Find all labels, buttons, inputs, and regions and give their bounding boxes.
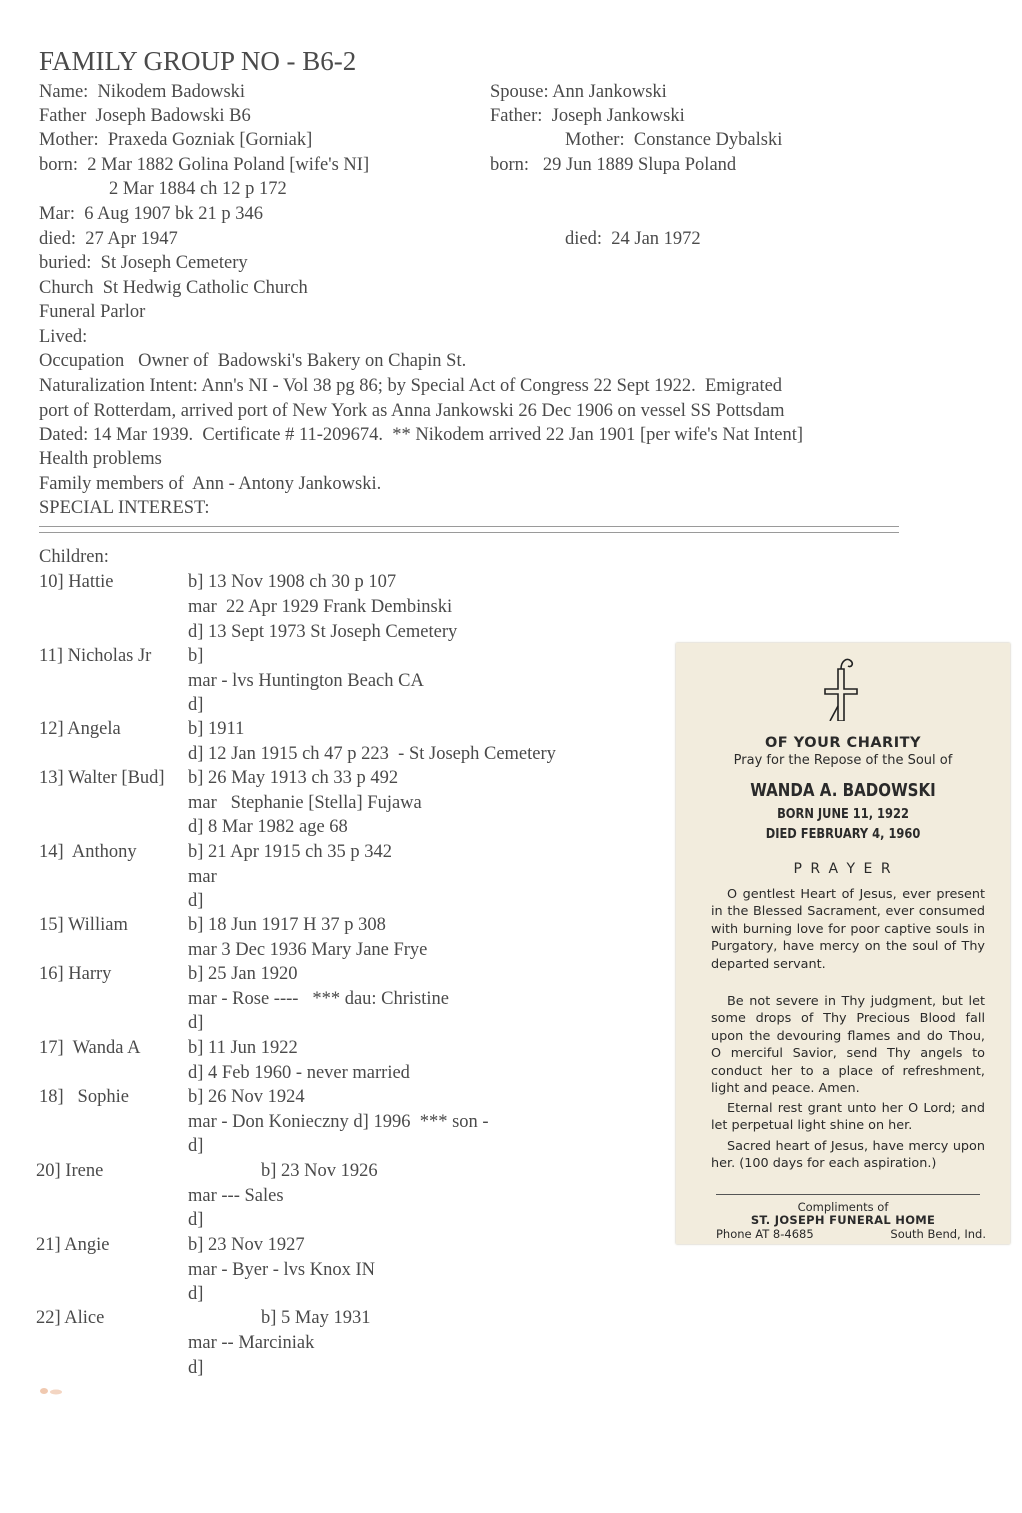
card-prayer-paragraph-3 bbox=[711, 1100, 985, 1135]
spouse-name: Spouse: Ann Jankowski bbox=[490, 82, 667, 102]
card-prayer-text: O gentlest Heart of Jesus, ever present in the Blessed Sacrament, ever consumed with burning love for poor captive souls in Purgatory, have mercy on the soul of Thy departed servant. bbox=[711, 887, 985, 972]
child-detail: d] bbox=[188, 1210, 204, 1230]
child-detail: mar --- Sales bbox=[188, 1186, 284, 1206]
child-detail: b] 18 Jun 1917 H 37 p 308 bbox=[188, 915, 386, 935]
child-name: 16] Harry bbox=[39, 964, 112, 984]
page-title: FAMILY GROUP NO - B6-2 bbox=[39, 46, 357, 76]
child-name: 22] Alice bbox=[36, 1308, 105, 1328]
child-name: 14] Anthony bbox=[39, 842, 137, 862]
child-detail: d] 12 Jan 1915 ch 47 p 223 - St Joseph Cemetery bbox=[188, 744, 556, 764]
child-detail: d] bbox=[188, 695, 204, 715]
child-detail: d] bbox=[188, 1358, 204, 1378]
memorial-card bbox=[676, 643, 1010, 1244]
spouse-born: born: 29 Jun 1889 Slupa Poland bbox=[490, 155, 737, 175]
naturalization-line-2: port of Rotterdam, arrived port of New York as Anna Jankowski 26 Dec 1906 on vessel SS Pottsdam bbox=[39, 401, 785, 421]
child-detail: d] bbox=[188, 1136, 204, 1156]
child-detail: b] 1911 bbox=[188, 719, 245, 739]
card-divider bbox=[716, 1194, 980, 1195]
card-prayer-paragraph-2 bbox=[711, 993, 985, 1097]
card-charity: OF YOUR CHARITY bbox=[764, 735, 922, 751]
child-detail: d] 13 Sept 1973 St Joseph Cemetery bbox=[188, 622, 458, 642]
child-name: 17] Wanda A bbox=[39, 1038, 141, 1058]
card-prayer-paragraph-4 bbox=[711, 1138, 985, 1173]
child-detail: b] 11 Jun 1922 bbox=[188, 1038, 298, 1058]
child-detail: b] 26 Nov 1924 bbox=[188, 1087, 305, 1107]
card-prayer-title: P R A Y E R bbox=[793, 861, 893, 877]
child-name: 15] William bbox=[39, 915, 128, 935]
divider-bottom bbox=[39, 532, 899, 533]
child-detail: d] 4 Feb 1960 - never married bbox=[188, 1063, 410, 1083]
card-died: DIED FEBRUARY 4, 1960 bbox=[765, 827, 921, 842]
spouse-died: died: 24 Jan 1972 bbox=[565, 229, 701, 249]
card-pray: Pray for the Repose of the Soul of bbox=[733, 753, 953, 768]
husband-church: Church St Hedwig Catholic Church bbox=[39, 278, 308, 298]
card-prayer-text: Be not severe in Thy judgment, but let some drops of Thy Precious Blood fall upon the devouring flames and do Thou, O merciful Savior, send Thy angels to conduct her to a place of refreshment, light and peace. Amen. bbox=[711, 994, 985, 1097]
child-detail: b] 13 Nov 1908 ch 30 p 107 bbox=[188, 572, 397, 592]
child-detail: mar - lvs Huntington Beach CA bbox=[188, 671, 424, 691]
card-phone: Phone AT 8-4685 bbox=[716, 1227, 814, 1241]
card-prayer-text: Eternal rest grant unto her O Lord; and let perpetual light shine on her. bbox=[711, 1101, 985, 1134]
child-detail: mar 22 Apr 1929 Frank Dembinski bbox=[188, 597, 453, 617]
card-funeral-home: ST. JOSEPH FUNERAL HOME bbox=[750, 1213, 936, 1227]
child-detail: d] bbox=[188, 1284, 204, 1304]
child-detail: mar Stephanie [Stella] Fujawa bbox=[188, 793, 422, 813]
husband-father: Father Joseph Badowski B6 bbox=[39, 106, 251, 126]
husband-funeral: Funeral Parlor bbox=[39, 302, 146, 322]
child-detail: mar - Don Konieczny d] 1996 *** son - bbox=[188, 1112, 489, 1132]
husband-name: Name: Nikodem Badowski bbox=[39, 82, 246, 102]
child-detail: d] 8 Mar 1982 age 68 bbox=[188, 817, 348, 837]
child-detail: b] 23 Nov 1927 bbox=[188, 1235, 305, 1255]
card-prayer-paragraph-1 bbox=[711, 886, 985, 973]
occupation: Occupation Owner of Badowski's Bakery on Chapin St. bbox=[39, 351, 467, 371]
child-name: 11] Nicholas Jr bbox=[39, 646, 152, 666]
husband-died: died: 27 Apr 1947 bbox=[39, 229, 178, 249]
child-name: 20] Irene bbox=[36, 1161, 104, 1181]
health-problems: Health problems bbox=[39, 449, 162, 469]
ink-smudge bbox=[36, 1386, 64, 1396]
cross-icon bbox=[821, 651, 861, 721]
child-detail: b] 21 Apr 1915 ch 35 p 342 bbox=[188, 842, 392, 862]
child-detail: b] 5 May 1931 bbox=[261, 1308, 371, 1328]
husband-buried: buried: St Joseph Cemetery bbox=[39, 253, 248, 273]
divider-top bbox=[39, 526, 899, 527]
spouse-father: Father: Joseph Jankowski bbox=[490, 106, 685, 126]
child-detail: d] bbox=[188, 1013, 204, 1033]
children-label: Children: bbox=[39, 547, 109, 567]
naturalization-line-1: Naturalization Intent: Ann's NI - Vol 38 pg 86; by Special Act of Congress 22 Sept 1922. Emigrated bbox=[39, 376, 783, 396]
child-name: 12] Angela bbox=[39, 719, 121, 739]
special-interest: SPECIAL INTEREST: bbox=[39, 498, 210, 518]
child-detail: b] bbox=[188, 646, 204, 666]
family-members: Family members of Ann - Antony Jankowski. bbox=[39, 474, 382, 494]
spouse-mother: Mother: Constance Dybalski bbox=[565, 130, 783, 150]
child-detail: b] 25 Jan 1920 bbox=[188, 964, 298, 984]
child-detail: mar 3 Dec 1936 Mary Jane Frye bbox=[188, 940, 428, 960]
card-born: BORN JUNE 11, 1922 bbox=[777, 807, 909, 822]
child-detail: mar - Byer - lvs Knox IN bbox=[188, 1260, 376, 1280]
husband-born: born: 2 Mar 1882 Golina Poland [wife's NI] bbox=[39, 155, 370, 175]
husband-born-alt: 2 Mar 1884 ch 12 p 172 bbox=[109, 179, 287, 199]
child-name: 13] Walter [Bud] bbox=[39, 768, 165, 788]
child-detail: mar - Rose ---- *** dau: Christine bbox=[188, 989, 449, 1009]
child-name: 10] Hattie bbox=[39, 572, 114, 592]
card-prayer-text: Sacred heart of Jesus, have mercy upon her. (100 days for each aspiration.) bbox=[711, 1139, 985, 1172]
husband-married: Mar: 6 Aug 1907 bk 21 p 346 bbox=[39, 204, 264, 224]
husband-mother: Mother: Praxeda Gozniak [Gorniak] bbox=[39, 130, 313, 150]
child-detail: mar -- Marciniak bbox=[188, 1333, 315, 1353]
child-detail: d] bbox=[188, 891, 204, 911]
child-detail: mar bbox=[188, 867, 217, 887]
child-detail: b] 23 Nov 1926 bbox=[261, 1161, 378, 1181]
card-deceased-name: WANDA A. BADOWSKI bbox=[750, 781, 936, 801]
child-name: 18] Sophie bbox=[39, 1087, 129, 1107]
card-city: South Bend, Ind. bbox=[890, 1227, 986, 1241]
husband-lived: Lived: bbox=[39, 327, 88, 347]
naturalization-line-3: Dated: 14 Mar 1939. Certificate # 11-209674. ** Nikodem arrived 22 Jan 1901 [per wife's Nat Intent] bbox=[39, 425, 804, 445]
child-detail: b] 26 May 1913 ch 33 p 492 bbox=[188, 768, 399, 788]
child-name: 21] Angie bbox=[36, 1235, 110, 1255]
card-compliments: Compliments of bbox=[797, 1200, 889, 1214]
